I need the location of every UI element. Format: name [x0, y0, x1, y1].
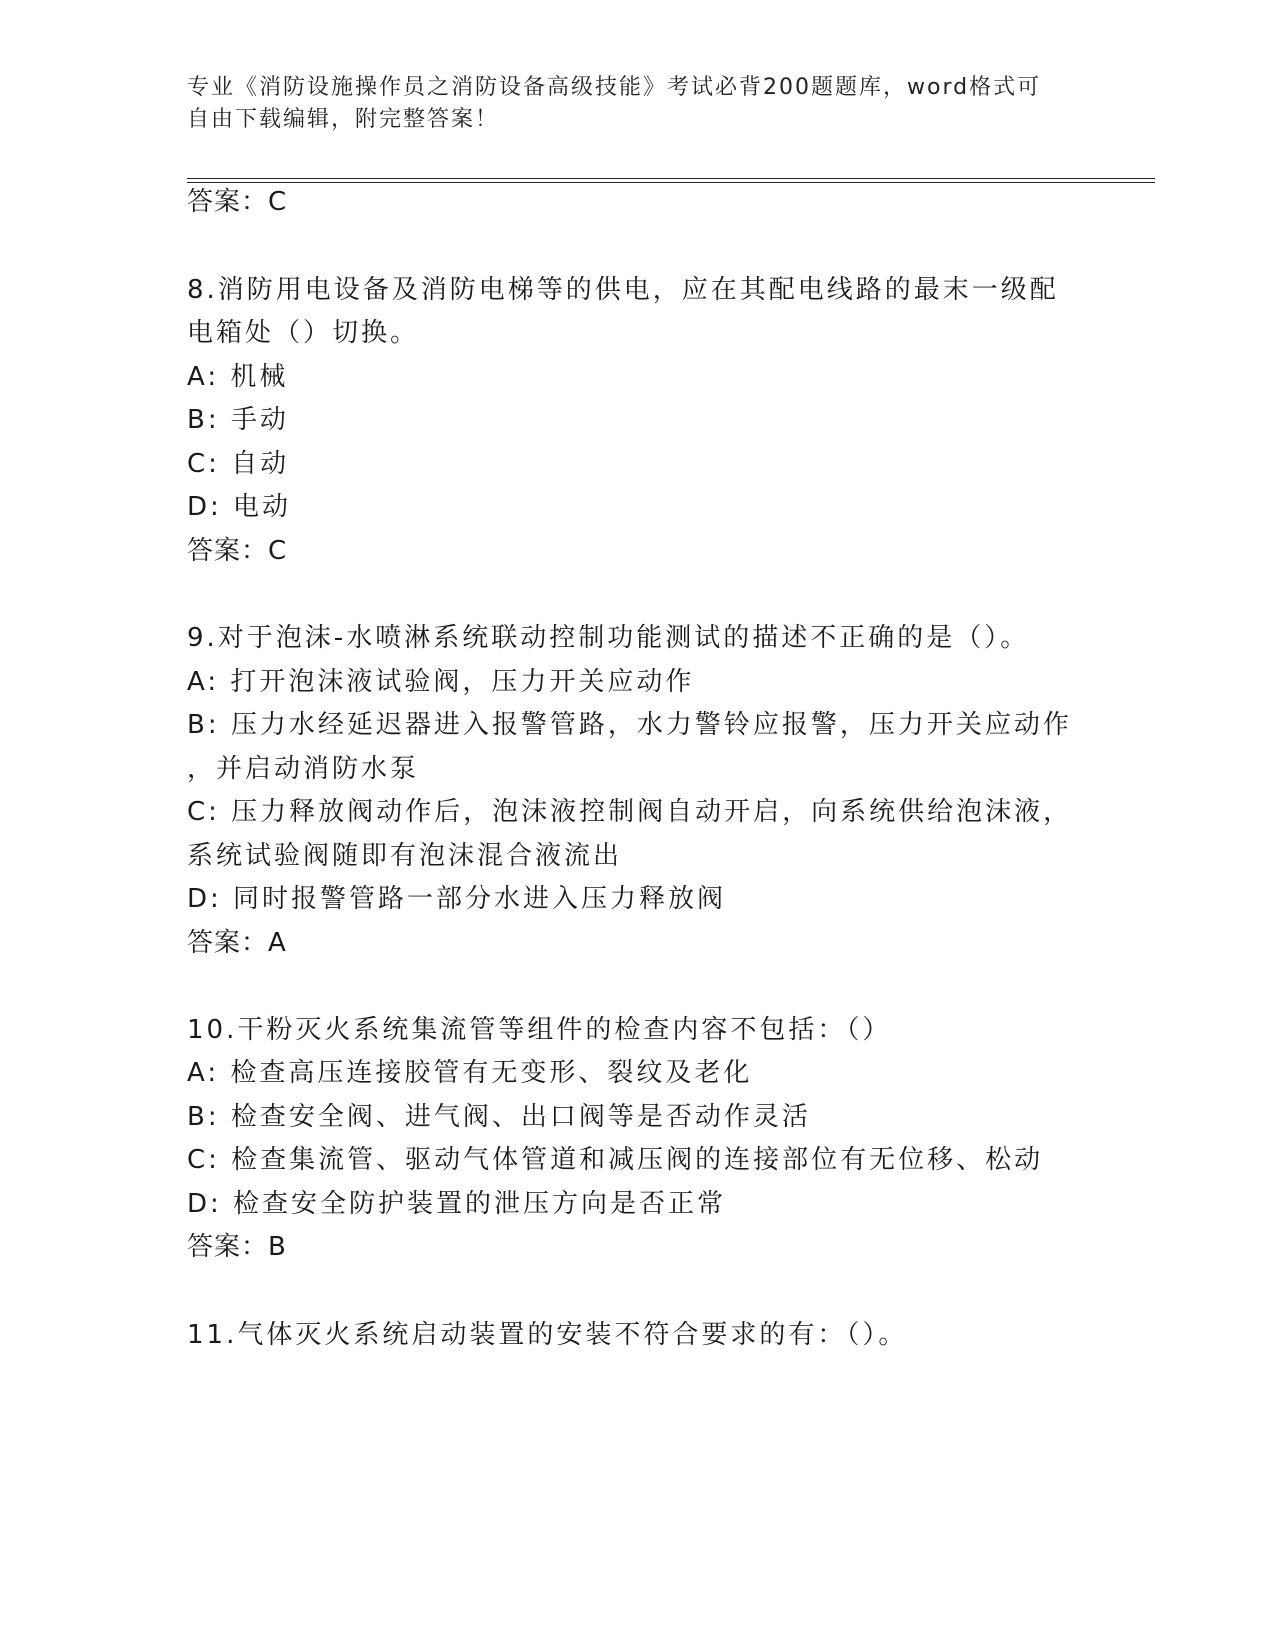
q10-answer: 答案：B [187, 1232, 287, 1262]
q8-option-d: D: 电动 [187, 492, 292, 522]
q9-option-d: D: 同时报警管路一部分水进入压力释放阀 [187, 884, 727, 914]
header-line-1: 专业《消防设施操作员之消防设备高级技能》考试必背200题题库，word格式可 [187, 75, 1042, 100]
q8-stem-line-1: 8.消防用电设备及消防电梯等的供电，应在其配电线路的最末一级配 [187, 275, 1059, 305]
q10-option-a: A: 检查高压连接胶管有无变形、裂纹及老化 [187, 1058, 753, 1088]
q9-answer: 答案：A [187, 928, 287, 958]
q8-option-c: C: 自动 [187, 449, 290, 479]
q9-option-a: A: 打开泡沫液试验阀，压力开关应动作 [187, 667, 695, 697]
q8-stem-line-2: 电箱处（）切换。 [187, 318, 420, 348]
document-header [187, 72, 1067, 136]
q9-option-b-line-1: B: 压力水经延迟器进入报警管路，水力警铃应报警，压力开关应动作 [187, 710, 1072, 740]
q8-option-a: A: 机械 [187, 362, 289, 392]
q10-option-c: C: 检查集流管、驱动气体管道和减压阀的连接部位有无位移、松动 [187, 1145, 1044, 1175]
q8-option-b: B: 手动 [187, 405, 289, 435]
q10-option-d: D: 检查安全防护装置的泄压方向是否正常 [187, 1189, 727, 1219]
q9-option-c-line-2: 系统试验阀随即有泡沫混合液流出 [187, 841, 623, 871]
q10-stem: 10.干粉灭火系统集流管等组件的检查内容不包括：（） [187, 1015, 892, 1045]
q8-answer: 答案：C [187, 536, 288, 566]
q10-option-b: B: 检查安全阀、进气阀、出口阀等是否动作灵活 [187, 1102, 811, 1132]
header-divider [187, 178, 1155, 183]
q9-option-b-line-2: ，并启动消防水泵 [187, 754, 420, 784]
q9-option-c-line-1: C: 压力释放阀动作后，泡沫液控制阀自动开启，向系统供给泡沫液， [187, 797, 1073, 827]
previous-answer: 答案：C [187, 187, 288, 217]
header-line-2: 自由下载编辑，附完整答案！ [187, 107, 500, 132]
q9-stem: 9.对于泡沫-水喷淋系统联动控制功能测试的描述不正确的是（）。 [187, 623, 1030, 653]
q11-stem: 11.气体灭火系统启动装置的安装不符合要求的有：（）。 [187, 1320, 908, 1350]
